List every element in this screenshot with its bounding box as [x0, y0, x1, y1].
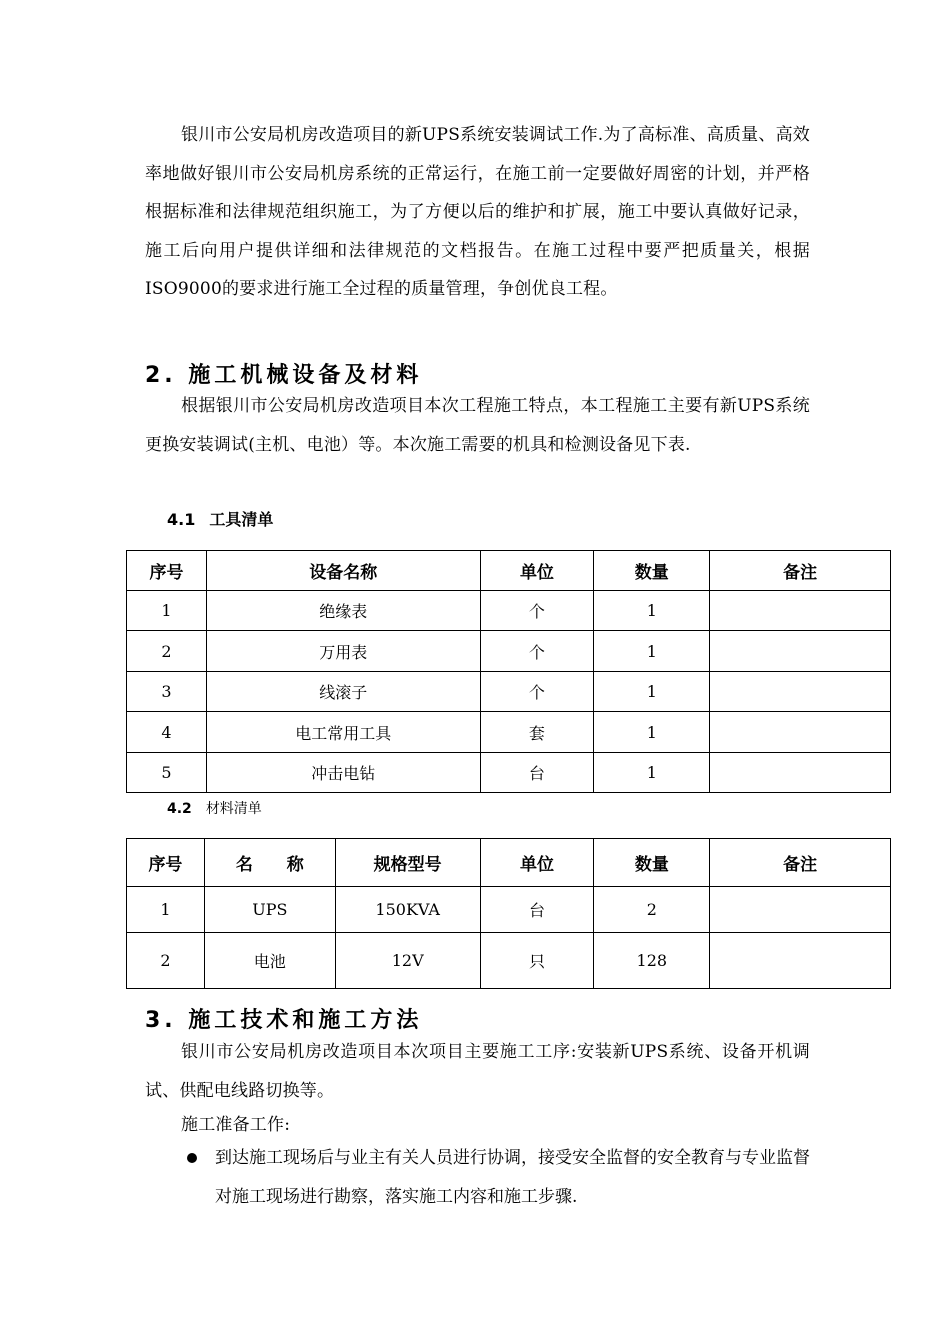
- section-2-heading: 2. 施工机械设备及材料: [145, 363, 423, 388]
- tools-table: [126, 550, 891, 793]
- table-cell: 1: [127, 887, 205, 933]
- section-3-paragraph: 银川市公安局机房改造项目本次项目主要施工工序:安装新UPS系统、设备开机调试、供配电线路切换等。: [145, 1042, 810, 1101]
- materials-table: [126, 838, 891, 989]
- table-cell: 3: [127, 672, 207, 712]
- materials-header-cell: 规格型号: [335, 839, 480, 887]
- table-cell: 冲击电钻: [206, 753, 480, 793]
- tools-header-cell: 数量: [594, 551, 710, 591]
- table-cell: 1: [594, 672, 710, 712]
- table-cell: 只: [480, 933, 594, 989]
- table-cell: 台: [480, 887, 594, 933]
- table-row: [127, 933, 891, 989]
- table-row: [127, 591, 891, 631]
- table-cell: [710, 631, 891, 672]
- table-cell: UPS: [204, 887, 335, 933]
- tools-number: 4.1: [167, 510, 196, 529]
- table-cell: 150KVA: [335, 887, 480, 933]
- table-cell: 1: [594, 631, 710, 672]
- bullet-dot-icon: [187, 1153, 197, 1163]
- table-cell: 个: [480, 672, 594, 712]
- table-cell: [710, 591, 891, 631]
- table-row: [127, 887, 891, 933]
- table-cell: 套: [480, 712, 594, 753]
- table-cell: 12V: [335, 933, 480, 989]
- materials-header-row: [127, 839, 891, 887]
- table-cell: [710, 712, 891, 753]
- table-cell: 电工常用工具: [206, 712, 480, 753]
- table-cell: 万用表: [206, 631, 480, 672]
- tools-title: 工具清单: [209, 510, 274, 529]
- materials-header-cell: 单位: [480, 839, 594, 887]
- table-cell: [710, 933, 891, 989]
- tools-header-cell: 备注: [710, 551, 891, 591]
- table-cell: 5: [127, 753, 207, 793]
- materials-header-cell: 备注: [710, 839, 891, 887]
- bullet-item: 到达施工现场后与业主有关人员进行协调，接受安全监督的安全教育与专业监督对施工现场进行勘察，落实施工内容和施工步骤.: [215, 1148, 810, 1207]
- table-cell: 1: [594, 591, 710, 631]
- tools-header-cell: 序号: [127, 551, 207, 591]
- tools-header-cell: 单位: [480, 551, 594, 591]
- table-cell: 电池: [204, 933, 335, 989]
- table-row: [127, 631, 891, 672]
- materials-number: 4.2: [167, 801, 192, 817]
- table-cell: 线滚子: [206, 672, 480, 712]
- table-cell: 1: [127, 591, 207, 631]
- section-2-paragraph: 根据银川市公安局机房改造项目本次工程施工特点，本工程施工主要有新UPS系统更换安装调试(主机、电池）等。本次施工需要的机具和检测设备见下表.: [145, 396, 810, 455]
- table-cell: [710, 887, 891, 933]
- table-row: [127, 712, 891, 753]
- materials-header-cell: 名 称: [204, 839, 335, 887]
- table-cell: 个: [480, 591, 594, 631]
- section-3-heading: 3. 施工技术和施工方法: [145, 1008, 423, 1033]
- tools-header-row: [127, 551, 891, 591]
- table-cell: 台: [480, 753, 594, 793]
- table-cell: [710, 753, 891, 793]
- table-cell: 1: [594, 753, 710, 793]
- table-cell: 1: [594, 712, 710, 753]
- tools-header-cell: 设备名称: [206, 551, 480, 591]
- table-cell: 4: [127, 712, 207, 753]
- table-cell: 2: [594, 887, 710, 933]
- materials-header-cell: 数量: [594, 839, 710, 887]
- table-row: [127, 753, 891, 793]
- tools-subheading: [167, 507, 273, 530]
- table-cell: 2: [127, 631, 207, 672]
- prep-label: 施工准备工作:: [181, 1115, 291, 1135]
- table-cell: 个: [480, 631, 594, 672]
- table-cell: 128: [594, 933, 710, 989]
- materials-title: 材料清单: [205, 801, 262, 817]
- materials-header-cell: 序号: [127, 839, 205, 887]
- table-cell: [710, 672, 891, 712]
- intro-paragraph: 银川市公安局机房改造项目的新UPS系统安装调试工作.为了高标准、高质量、高效率地做好银川市公安局机房系统的正常运行，在施工前一定要做好周密的计划，并严格根据标准和法律规范组织施工，为了方便以后的维护和扩展，施工中要认真做好记录，施工后向用户提供详细和法律规范的文档报告。在施工过程中要严把质量关，根据ISO9000的要求进行施工全过程的质量管理，争创优良工程。: [145, 125, 810, 299]
- table-cell: 绝缘表: [206, 591, 480, 631]
- table-cell: 2: [127, 933, 205, 989]
- materials-subheading: [167, 798, 262, 818]
- table-row: [127, 672, 891, 712]
